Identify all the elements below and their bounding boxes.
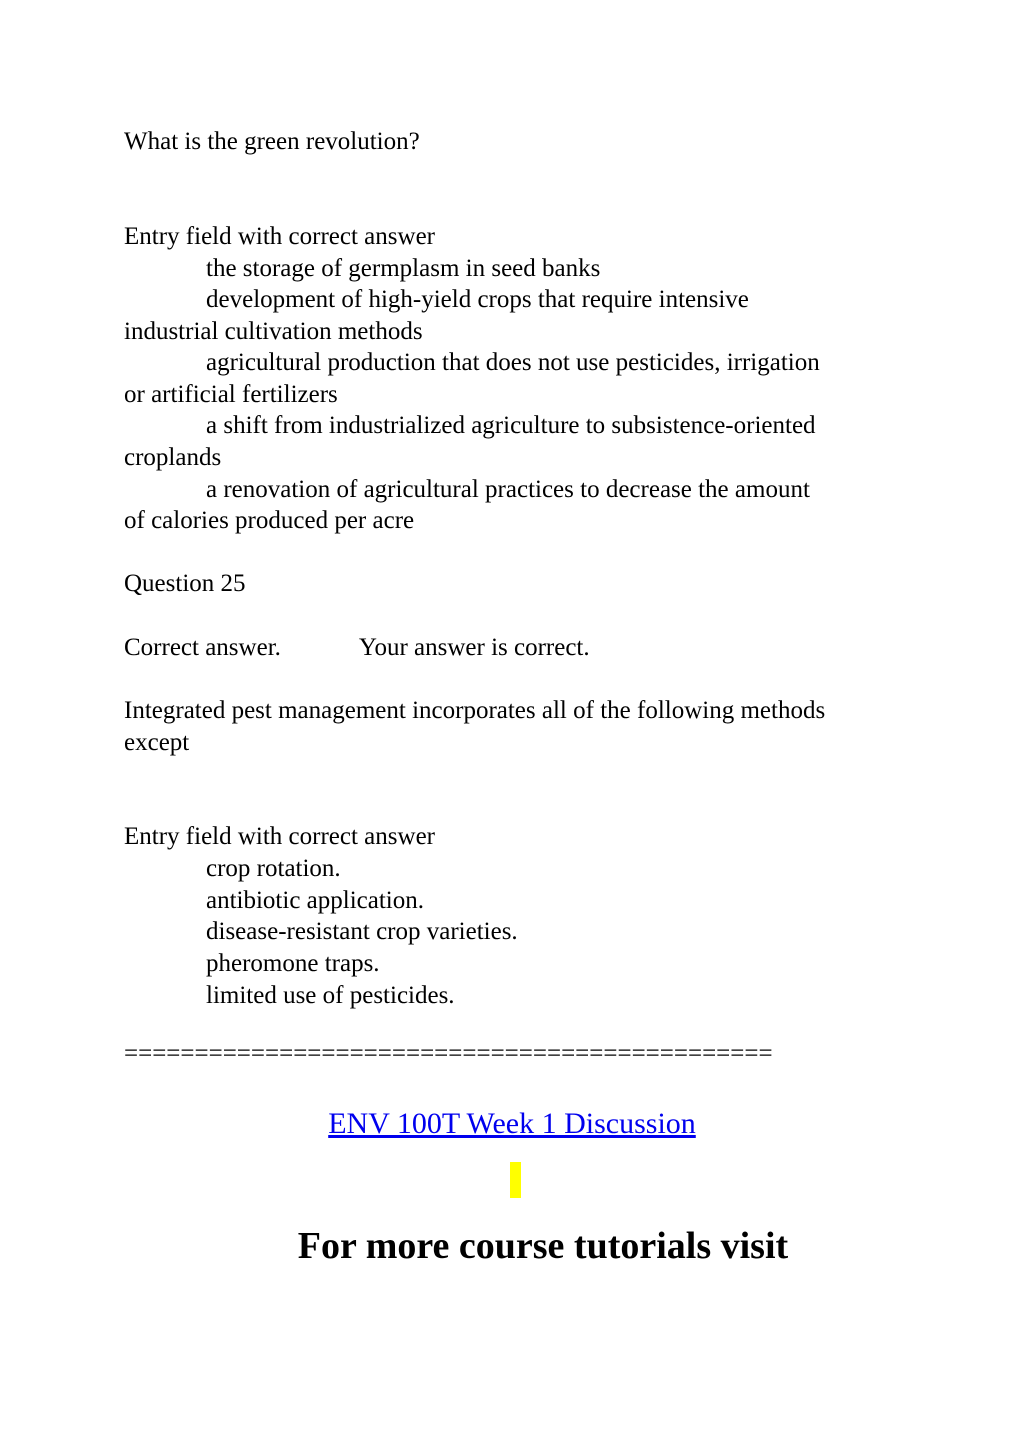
q24-option-5-cont: of calories produced per acre bbox=[124, 507, 415, 534]
q25-status-label: Correct answer. bbox=[124, 634, 281, 661]
q25-option-1: crop rotation. bbox=[206, 855, 341, 882]
q24-option-2-cont: industrial cultivation methods bbox=[124, 318, 423, 345]
q24-option-3: agricultural production that does not use pesticides, irrigation bbox=[206, 349, 820, 376]
q25-option-3: disease-resistant crop varieties. bbox=[206, 918, 518, 945]
q25-status bbox=[124, 632, 904, 664]
q24-option-1: the storage of germplasm in seed banks bbox=[206, 255, 601, 282]
text-cursor-highlight bbox=[510, 1162, 521, 1198]
course-tutorials-heading: For more course tutorials visit bbox=[297, 1225, 789, 1267]
q25-option-5: limited use of pesticides. bbox=[206, 982, 455, 1009]
q24-option-5: a renovation of agricultural practices to decrease the amount bbox=[206, 476, 810, 503]
question-25-text-cont: except bbox=[124, 729, 190, 756]
q24-entry-label: Entry field with correct answer bbox=[124, 223, 435, 250]
q25-status-message: Your answer is correct. bbox=[358, 634, 590, 661]
q24-option-4: a shift from industrialized agriculture to subsistence-oriented bbox=[206, 412, 816, 439]
question-25-heading: Question 25 bbox=[124, 570, 246, 597]
q25-option-2: antibiotic application. bbox=[206, 887, 424, 914]
question-24-text: What is the green revolution? bbox=[124, 128, 420, 155]
q24-option-4-cont: croplands bbox=[124, 444, 222, 471]
q24-option-3-cont: or artificial fertilizers bbox=[124, 381, 338, 408]
question-25-text: Integrated pest management incorporates all of the following methods bbox=[124, 697, 826, 724]
q24-option-2: development of high-yield crops that require intensive bbox=[206, 286, 749, 313]
q25-entry-label: Entry field with correct answer bbox=[124, 823, 435, 850]
separator-line: ============================================== bbox=[124, 1040, 773, 1067]
q25-option-4: pheromone traps. bbox=[206, 950, 380, 977]
env-100t-week-1-discussion-link[interactable]: ENV 100T Week 1 Discussion bbox=[328, 1107, 696, 1140]
